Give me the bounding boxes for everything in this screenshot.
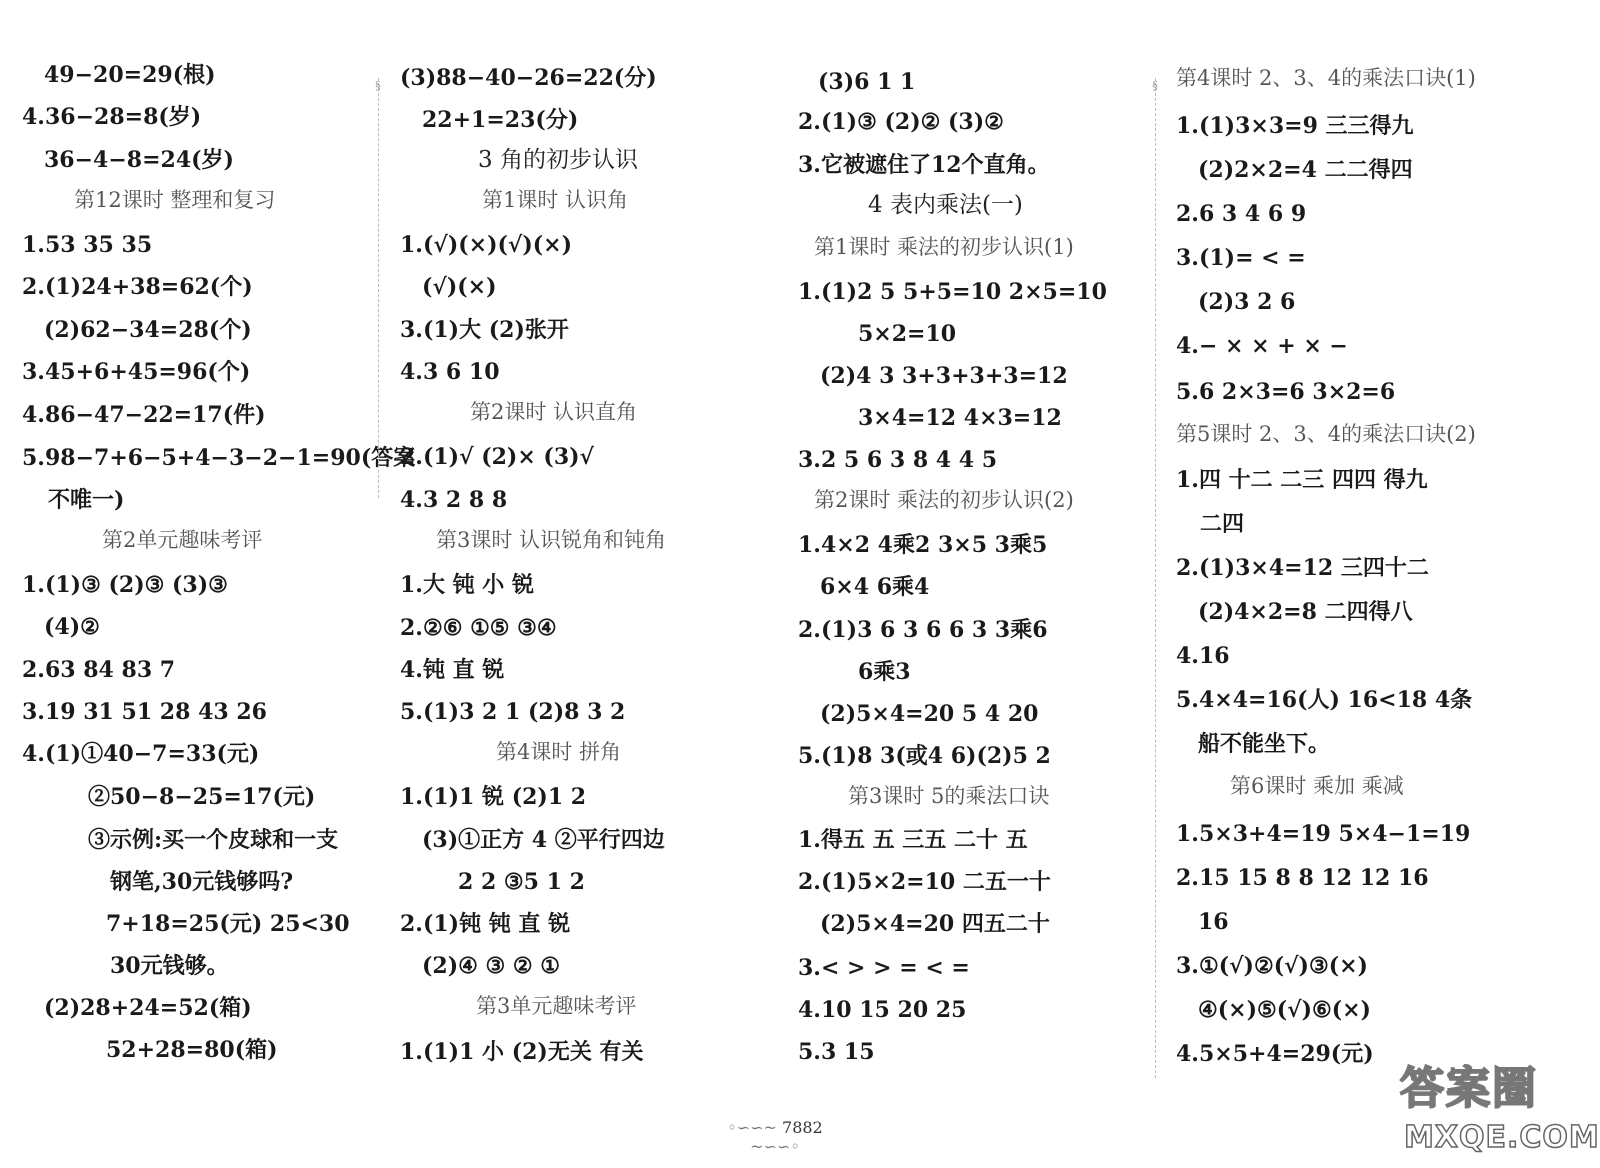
page-footer: [700, 1118, 850, 1156]
answer-line: (√)(×): [422, 274, 497, 300]
answer-line: ③示例:买一个皮球和一支: [88, 827, 339, 853]
answer-line: (3)①正方 4 ②平行四边: [422, 827, 665, 853]
unit-title: 3 角的初步认识: [478, 147, 638, 173]
answer-line: 2.(1)③ (2)② (3)②: [798, 109, 1004, 135]
answer-line: 2.②⑥ ①⑤ ③④: [400, 615, 557, 641]
unit-title: 4 表内乘法(一): [868, 192, 1023, 218]
answer-line: (2)62−34=28(个): [44, 317, 252, 343]
answer-line: 4.36−28=8(岁): [22, 104, 202, 130]
answer-line: 5.(1)3 2 1 (2)8 3 2: [400, 699, 626, 725]
watermark-text: 答案圈: [1400, 1063, 1538, 1114]
answer-line: 5.98−7+6−5+4−3−2−1=90(答案: [22, 445, 416, 471]
lesson-heading: 第2课时 乘法的初步认识(2): [814, 488, 1074, 512]
answer-line: 1.(1)3×3=9 三三得九: [1176, 113, 1414, 139]
lesson-heading: 第3课时 认识锐角和钝角: [436, 528, 667, 552]
answer-line: 1.(1)2 5 5+5=10 2×5=10: [798, 279, 1107, 305]
lesson-heading: 第1课时 认识角: [482, 188, 629, 212]
answer-line: (2)④ ③ ② ①: [422, 953, 560, 979]
answer-line: 3×4=12 4×3=12: [858, 405, 1062, 431]
answer-line: 1.四 十二 二三 四四 得九: [1176, 467, 1428, 493]
answer-line: 2.(1)3×4=12 三四十二: [1176, 555, 1429, 581]
answer-line: 4.3 2 8 8: [400, 487, 508, 513]
answer-line: 1.(1)1 小 (2)无关 有关: [400, 1039, 644, 1065]
answer-line: 4.16: [1176, 643, 1230, 669]
lesson-heading: 第4课时 拼角: [496, 740, 622, 764]
answer-line: 2 2 ③5 1 2: [458, 869, 585, 895]
answer-line: (2)5×4=20 5 4 20: [820, 701, 1039, 727]
answer-line: 船不能坐下。: [1198, 731, 1331, 757]
lesson-heading: 第6课时 乘加 乘减: [1230, 774, 1404, 798]
watermark-logo: [1400, 1052, 1600, 1162]
answer-line: 22+1=23(分): [422, 107, 579, 133]
answer-line: 4.10 15 20 25: [798, 997, 967, 1023]
answer-line: (2)28+24=52(箱): [44, 995, 252, 1021]
answer-line: 6×4 6乘4: [820, 574, 930, 600]
answer-line: 36−4−8=24(岁): [44, 147, 234, 173]
answer-line: (2)4×2=8 二四得八: [1198, 599, 1413, 625]
answer-line: 4.钝 直 锐: [400, 657, 505, 683]
right-flourish-icon: ~∽∽◦: [750, 1137, 800, 1156]
lesson-heading: 第3课时 5的乘法口诀: [848, 784, 1050, 808]
answer-line: 2.(1)24+38=62(个): [22, 274, 253, 300]
answer-line: ④(×)⑤(√)⑥(×): [1198, 997, 1371, 1023]
answer-line: 4.3 6 10: [400, 359, 500, 385]
answer-line: 2.15 15 8 8 12 12 16: [1176, 865, 1429, 891]
answer-line: 6乘3: [858, 659, 911, 685]
answer-line: 7+18=25(元) 25<30: [106, 911, 350, 937]
answer-line: 52+28=80(箱): [106, 1037, 278, 1063]
answer-line: 1.(1)③ (2)③ (3)③: [22, 572, 228, 598]
answer-line: 3.(1)大 (2)张开: [400, 317, 569, 343]
answer-line: 3.19 31 51 28 43 26: [22, 699, 267, 725]
lesson-heading: 第1课时 乘法的初步认识(1): [814, 235, 1074, 259]
answer-line: 1.5×3+4=19 5×4−1=19: [1176, 821, 1471, 847]
divider-knot-icon: §: [1152, 79, 1158, 92]
answer-line: (3)6 1 1: [818, 69, 916, 95]
answer-line: 5.4×4=16(人) 16<18 4条: [1176, 687, 1473, 713]
answer-line: 1.(1)1 锐 (2)1 2: [400, 784, 587, 810]
answer-line: 5.3 15: [798, 1039, 875, 1065]
lesson-heading: 第2单元趣味考评: [102, 528, 263, 552]
answer-line: 4.− × × + × −: [1176, 333, 1348, 359]
watermark-url: MXQE.COM: [1404, 1120, 1600, 1155]
answer-line: 3.45+6+45=96(个): [22, 359, 251, 385]
answer-line: 3.①(√)②(√)③(×): [1176, 953, 1368, 979]
answer-line: 2.(1)钝 钝 直 锐: [400, 911, 571, 937]
answer-line: 1.得五 五 三五 二十 五: [798, 827, 1028, 853]
left-flourish-icon: ◦∽∽~: [727, 1118, 777, 1137]
lesson-heading: 第4课时 2、3、4的乘法口诀(1): [1176, 66, 1476, 90]
answer-line: 5.6 2×3=6 3×2=6: [1176, 379, 1396, 405]
answer-line: 1.(√)(×)(√)(×): [400, 232, 573, 258]
answer-line: 5.(1)8 3(或4 6)(2)5 2: [798, 743, 1051, 769]
answer-line: 3.它被遮住了12个直角。: [798, 152, 1050, 178]
answer-line: 4.(1)①40−7=33(元): [22, 741, 260, 767]
column-divider: [1152, 78, 1158, 1078]
answer-line: 3.< > > = < =: [798, 955, 970, 981]
answer-line: 不唯一): [48, 487, 125, 513]
answer-line: 2.(1)5×2=10 二五一十: [798, 869, 1051, 895]
answer-line: 4.5×5+4=29(元): [1176, 1041, 1374, 1067]
answer-line: 2.63 84 83 7: [22, 657, 176, 683]
answer-line: (4)②: [44, 614, 100, 640]
answer-line: 49−20=29(根): [44, 62, 216, 88]
divider-knot-icon: §: [375, 79, 381, 92]
answer-line: (2)3 2 6: [1198, 289, 1296, 315]
answer-line: 2.(1)√ (2)× (3)√: [400, 444, 595, 470]
answer-line: 2.6 3 4 6 9: [1176, 201, 1307, 227]
answer-line: 4.86−47−22=17(件): [22, 402, 266, 428]
answer-line: 二四: [1200, 511, 1245, 537]
answer-line: 1.大 钝 小 锐: [400, 572, 534, 598]
answer-line: 钢笔,30元钱够吗?: [110, 869, 294, 895]
answer-line: 30元钱够。: [110, 953, 229, 979]
page-number: 7882: [782, 1118, 823, 1137]
answer-line: 3.2 5 6 3 8 4 4 5: [798, 447, 998, 473]
answer-line: (2)4 3 3+3+3+3=12: [820, 363, 1068, 389]
answer-line: 1.4×2 4乘2 3×5 3乘5: [798, 532, 1048, 558]
answer-line: 2.(1)3 6 3 6 6 3 3乘6: [798, 617, 1048, 643]
answer-line: (2)2×2=4 二二得四: [1198, 157, 1413, 183]
lesson-heading: 第2课时 认识直角: [470, 400, 638, 424]
answer-line: 5×2=10: [858, 321, 957, 347]
answer-line: ②50−8−25=17(元): [88, 784, 316, 810]
answer-line: 1.53 35 35: [22, 232, 153, 258]
lesson-heading: 第3单元趣味考评: [476, 994, 637, 1018]
column-divider: [375, 78, 381, 498]
answer-line: (2)5×4=20 四五二十: [820, 911, 1050, 937]
answer-line: 16: [1198, 909, 1229, 935]
answer-line: (3)88−40−26=22(分): [400, 65, 657, 91]
lesson-heading: 第5课时 2、3、4的乘法口诀(2): [1176, 422, 1476, 446]
answer-line: 3.(1)= < =: [1176, 245, 1306, 271]
lesson-heading: 第12课时 整理和复习: [74, 188, 276, 212]
